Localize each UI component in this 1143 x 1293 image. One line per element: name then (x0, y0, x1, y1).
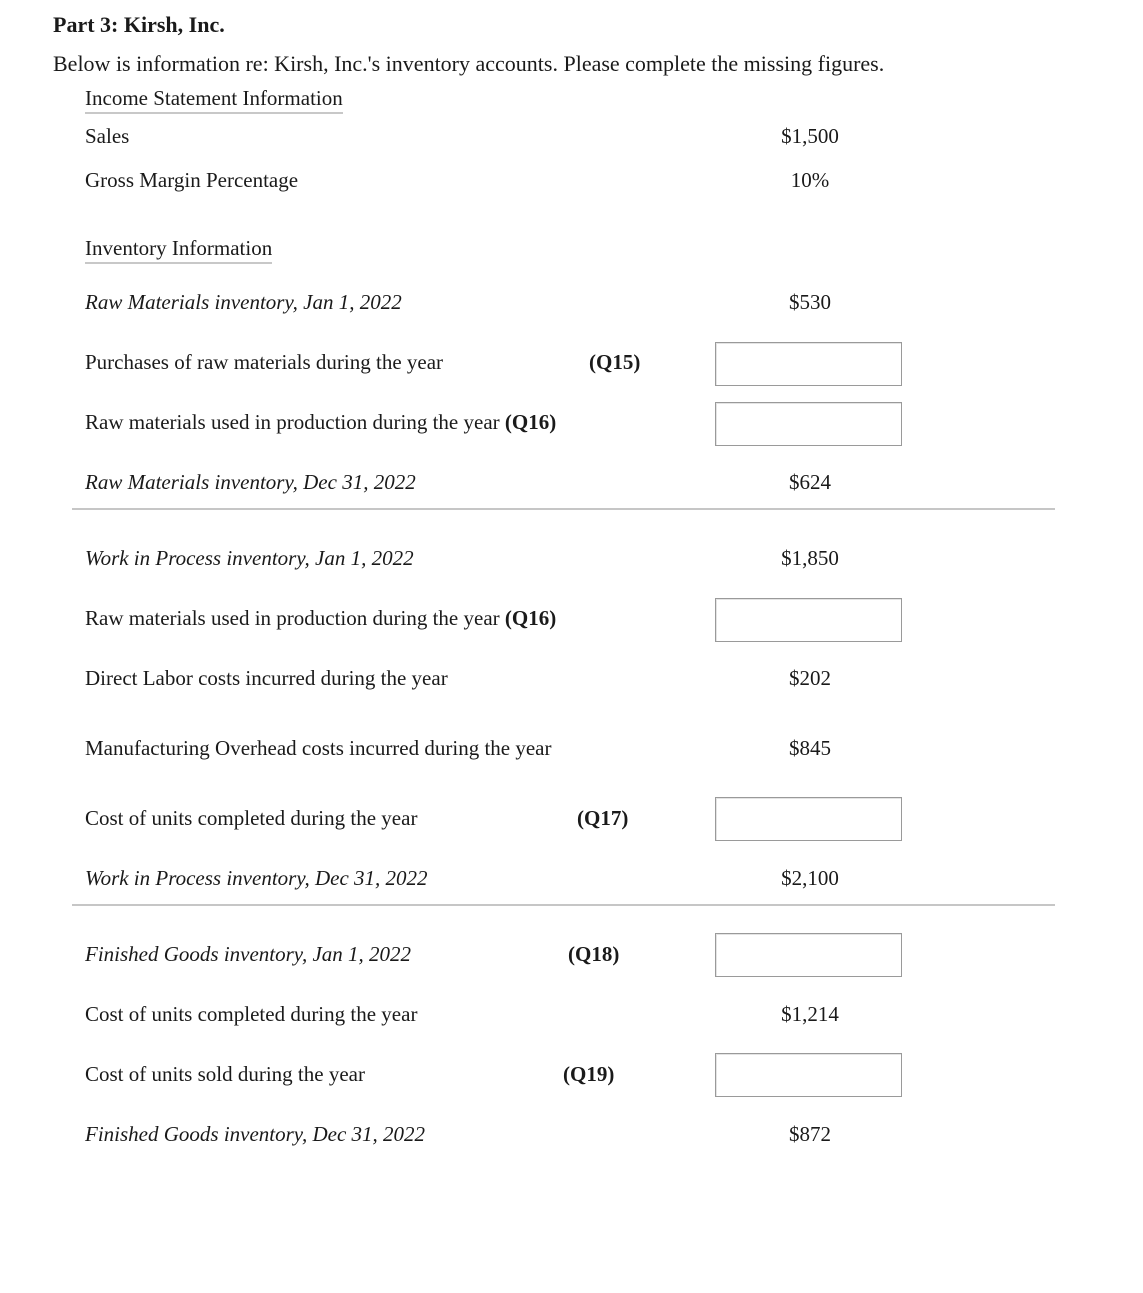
fg-end-label: Finished Goods inventory, Dec 31, 2022 (85, 1122, 426, 1146)
rm-end-value: $624 (789, 470, 831, 494)
divider-wip-fg (72, 904, 1055, 906)
page-title: Part 3: Kirsh, Inc. (53, 12, 225, 37)
income-statement-heading: Income Statement Information (85, 86, 343, 114)
rm-begin-label: Raw Materials inventory, Jan 1, 2022 (85, 290, 402, 314)
q19-answer-input[interactable] (715, 1053, 902, 1097)
q15-answer-input[interactable] (715, 342, 902, 386)
wip-begin-value: $1,850 (781, 546, 839, 570)
divider-rm-wip (72, 508, 1055, 510)
gross-margin-value: 10% (790, 168, 830, 192)
q16-tag-wip: (Q16) (504, 606, 557, 630)
fg-begin-label: Finished Goods inventory, Jan 1, 2022 (85, 942, 412, 966)
q18-tag: (Q18) (568, 942, 620, 966)
rm-used-row (85, 410, 556, 435)
wip-end-value: $2,100 (781, 866, 839, 890)
rm-used-label: Raw materials used in production during the year (85, 410, 505, 434)
fg-end-value: $872 (789, 1122, 831, 1146)
q17-tag: (Q17) (577, 806, 629, 830)
overhead-value: $845 (789, 736, 831, 760)
q17-answer-input[interactable] (715, 797, 902, 841)
wip-completed-label: Cost of units completed during the year (85, 806, 418, 830)
direct-labor-value: $202 (789, 666, 831, 690)
wip-begin-label: Work in Process inventory, Jan 1, 2022 (85, 546, 414, 570)
q16-answer-input-raw[interactable] (715, 402, 902, 446)
fg-sold-label: Cost of units sold during the year (85, 1062, 365, 1086)
instructions-text: Below is information re: Kirsh, Inc.'s inventory accounts. Please complete the missing figures. (53, 51, 885, 76)
direct-labor-label: Direct Labor costs incurred during the year (85, 666, 448, 690)
gross-margin-label: Gross Margin Percentage (85, 168, 299, 192)
fg-completed-label: Cost of units completed during the year (85, 1002, 418, 1026)
sales-label: Sales (85, 124, 130, 148)
q18-answer-input[interactable] (715, 933, 902, 977)
q15-tag: (Q15) (589, 350, 641, 374)
wip-end-label: Work in Process inventory, Dec 31, 2022 (85, 866, 428, 890)
wip-rm-used-label: Raw materials used in production during the year (85, 606, 505, 630)
q16-tag: (Q16) (504, 410, 557, 434)
rm-purchases-label: Purchases of raw materials during the year (85, 350, 444, 374)
q16-answer-input-wip[interactable] (715, 598, 902, 642)
rm-end-label: Raw Materials inventory, Dec 31, 2022 (85, 470, 416, 494)
rm-begin-value: $530 (789, 290, 831, 314)
inventory-heading: Inventory Information (85, 236, 272, 264)
overhead-label: Manufacturing Overhead costs incurred during the year (85, 736, 552, 760)
q19-tag: (Q19) (563, 1062, 615, 1086)
sales-value: $1,500 (781, 124, 839, 148)
fg-completed-value: $1,214 (781, 1002, 839, 1026)
wip-rm-used-row (85, 606, 556, 631)
